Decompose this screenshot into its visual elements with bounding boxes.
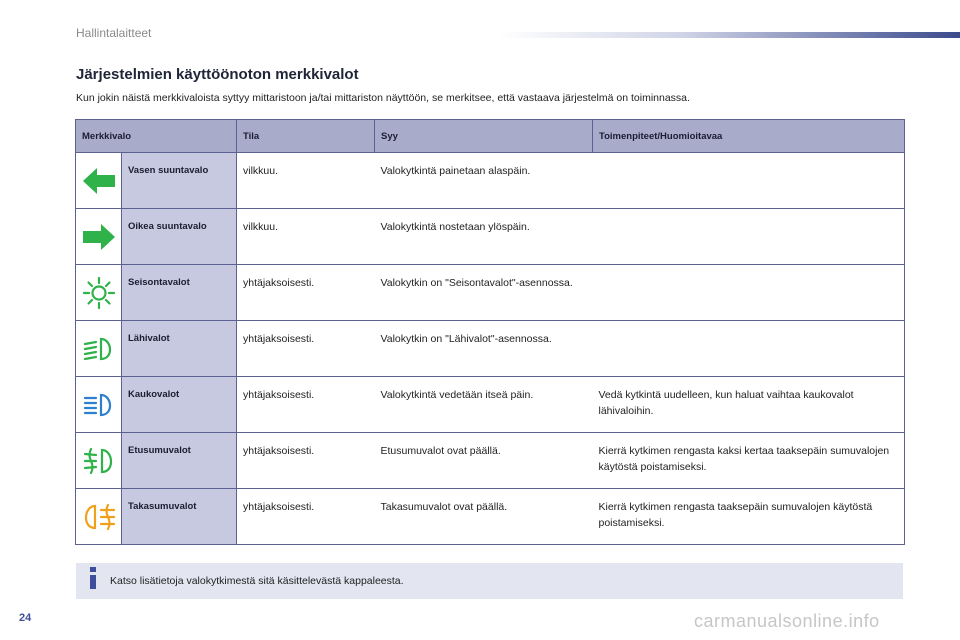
lamp-action: Kierrä kytkimen rengasta kaksi kertaa taaksepäin sumuvalojen käytöstä poistamiseksi.	[593, 433, 905, 489]
lamp-action	[593, 209, 905, 265]
lamp-state: vilkkuu.	[237, 209, 375, 265]
lamp-state: yhtäjaksoisesti.	[237, 489, 375, 545]
table-row	[76, 433, 905, 489]
header-title: Hallintalaitteet	[76, 26, 152, 40]
lamp-name: Etusumuvalot	[122, 433, 237, 489]
lamp-state: vilkkuu.	[237, 153, 375, 209]
lamp-action: Vedä kytkintä uudelleen, kun haluat vaihtaa kaukovalot lähivaloihin.	[593, 377, 905, 433]
arrow-left-icon	[81, 166, 117, 196]
lamp-action	[593, 265, 905, 321]
table-row	[76, 489, 905, 545]
info-icon	[86, 567, 100, 589]
lamp-action	[593, 321, 905, 377]
arrow-right-icon	[81, 222, 117, 252]
lamp-action	[593, 153, 905, 209]
warning-lights-table	[75, 119, 905, 545]
lamp-cause: Etusumuvalot ovat päällä.	[375, 433, 593, 489]
lamp-cause: Takasumuvalot ovat päällä.	[375, 489, 593, 545]
lamp-state: yhtäjaksoisesti.	[237, 321, 375, 377]
lamp-state: yhtäjaksoisesti.	[237, 377, 375, 433]
lamp-cause: Valokytkintä nostetaan ylöspäin.	[375, 209, 593, 265]
table-header-row	[76, 120, 905, 153]
intro-text: Kun jokin näistä merkkivaloista syttyy mittaristoon ja/tai mittariston näyttöön, se merkitsee, että vastaava järjestelmä on toiminnassa.	[76, 92, 690, 104]
header-bar	[500, 32, 960, 38]
lamp-cause: Valokytkin on "Lähivalot"-asennossa.	[375, 321, 593, 377]
table-row	[76, 377, 905, 433]
front-fog-icon	[81, 446, 117, 476]
lamp-name: Seisontavalot	[122, 265, 237, 321]
column-header-lamp: Merkkivalo	[76, 120, 237, 153]
lamp-action: Kierrä kytkimen rengasta taaksepäin sumuvalojen käytöstä poistamiseksi.	[593, 489, 905, 545]
page-number: 24	[19, 612, 32, 624]
lamp-name: Kaukovalot	[122, 377, 237, 433]
section-title: Järjestelmien käyttöönoton merkkivalot	[76, 66, 359, 83]
table-row	[76, 209, 905, 265]
lamp-cause: Valokytkintä vedetään itseä päin.	[375, 377, 593, 433]
lamp-name: Lähivalot	[122, 321, 237, 377]
info-note	[76, 563, 903, 599]
rear-fog-icon	[81, 502, 117, 532]
lamp-state: yhtäjaksoisesti.	[237, 433, 375, 489]
column-header-action: Toimenpiteet/Huomioitavaa	[593, 120, 905, 153]
lamp-name: Takasumuvalot	[122, 489, 237, 545]
info-note-text: Katso lisätietoja valokytkimestä sitä käsittelevästä kappaleesta.	[110, 575, 404, 587]
lamp-cause: Valokytkintä painetaan alaspäin.	[375, 153, 593, 209]
main-beam-icon	[81, 391, 117, 419]
table-row	[76, 153, 905, 209]
column-header-cause: Syy	[375, 120, 593, 153]
column-header-state: Tila	[237, 120, 375, 153]
table-row	[76, 321, 905, 377]
sidelights-icon	[81, 276, 117, 310]
lamp-state: yhtäjaksoisesti.	[237, 265, 375, 321]
dipped-beam-icon	[81, 335, 117, 363]
lamp-name: Vasen suuntavalo	[122, 153, 237, 209]
lamp-cause: Valokytkin on "Seisontavalot"-asennossa.	[375, 265, 593, 321]
table-row	[76, 265, 905, 321]
lamp-name: Oikea suuntavalo	[122, 209, 237, 265]
watermark: carmanualsonline.info	[694, 611, 880, 631]
